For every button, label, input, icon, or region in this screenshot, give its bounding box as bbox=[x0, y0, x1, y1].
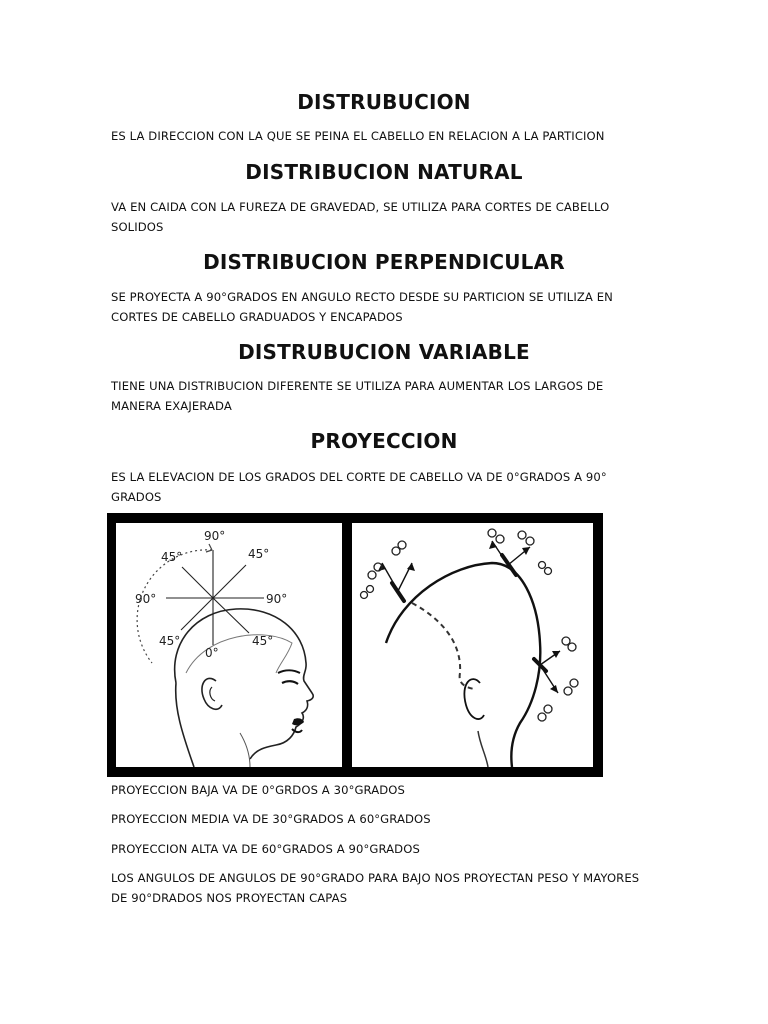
angle-label-right: 90° bbox=[266, 592, 288, 606]
angle-label-lower-left: 45° bbox=[159, 634, 181, 648]
angle-label-lower-right: 45° bbox=[252, 634, 274, 648]
projection-figure bbox=[107, 513, 603, 777]
projection-panel bbox=[352, 523, 593, 767]
heading-distribucion-perpendicular: DISTRIBUCION PERPENDICULAR bbox=[203, 250, 565, 274]
angle-label-left: 90° bbox=[135, 592, 157, 606]
text-proyeccion-media: PROYECCION MEDIA VA DE 30°GRADOS A 60°GRADOS bbox=[111, 812, 431, 826]
text-distrubucion-variable: TIENE UNA DISTRIBUCION DIFERENTE SE UTILIZA PARA AUMENTAR LOS LARGOS DE MANERA EXAJERADA bbox=[111, 379, 604, 413]
heading-proyeccion: PROYECCION bbox=[310, 429, 458, 453]
text-distribucion-perpendicular: SE PROYECTA A 90°GRADOS EN ANGULO RECTO DESDE SU PARTICION SE UTILIZA EN CORTES DE CABELLO GRADUADOS Y ENCAPADOS bbox=[111, 290, 613, 324]
head-projection-illustration bbox=[352, 523, 593, 767]
angle-label-bottom: 0° bbox=[205, 646, 219, 660]
heading-distrubucion: DISTRUBUCION bbox=[297, 90, 471, 114]
text-proyeccion-baja: PROYECCION BAJA VA DE 0°GRDOS A 30°GRADOS bbox=[111, 783, 405, 797]
angle-label-upper-left: 45° bbox=[161, 550, 183, 564]
text-proyeccion-alta: PROYECCION ALTA VA DE 60°GRADOS A 90°GRADOS bbox=[111, 842, 420, 856]
angle-guide-panel bbox=[116, 523, 342, 767]
heading-distribucion-natural: DISTRIBUCION NATURAL bbox=[245, 160, 523, 184]
text-distrubucion: ES LA DIRECCION CON LA QUE SE PEINA EL CABELLO EN RELACION A LA PARTICION bbox=[111, 129, 605, 143]
heading-distrubucion-variable: DISTRUBUCION VARIABLE bbox=[238, 340, 530, 364]
text-distribucion-natural: VA EN CAIDA CON LA FUREZA DE GRAVEDAD, SE UTILIZA PARA CORTES DE CABELLO SOLIDOS bbox=[111, 200, 610, 234]
text-proyeccion: ES LA ELEVACION DE LOS GRADOS DEL CORTE DE CABELLO VA DE 0°GRADOS A 90° GRADOS bbox=[111, 470, 607, 504]
angle-label-upper-right: 45° bbox=[248, 547, 270, 561]
angle-label-top: 90° bbox=[204, 529, 226, 543]
head-angles-illustration bbox=[116, 523, 342, 767]
text-angulos: LOS ANGULOS DE ANGULOS DE 90°GRADO PARA BAJO NOS PROYECTAN PESO Y MAYORES DE 90°DRADOS NOS PROYECTAN CAPAS bbox=[111, 871, 640, 905]
